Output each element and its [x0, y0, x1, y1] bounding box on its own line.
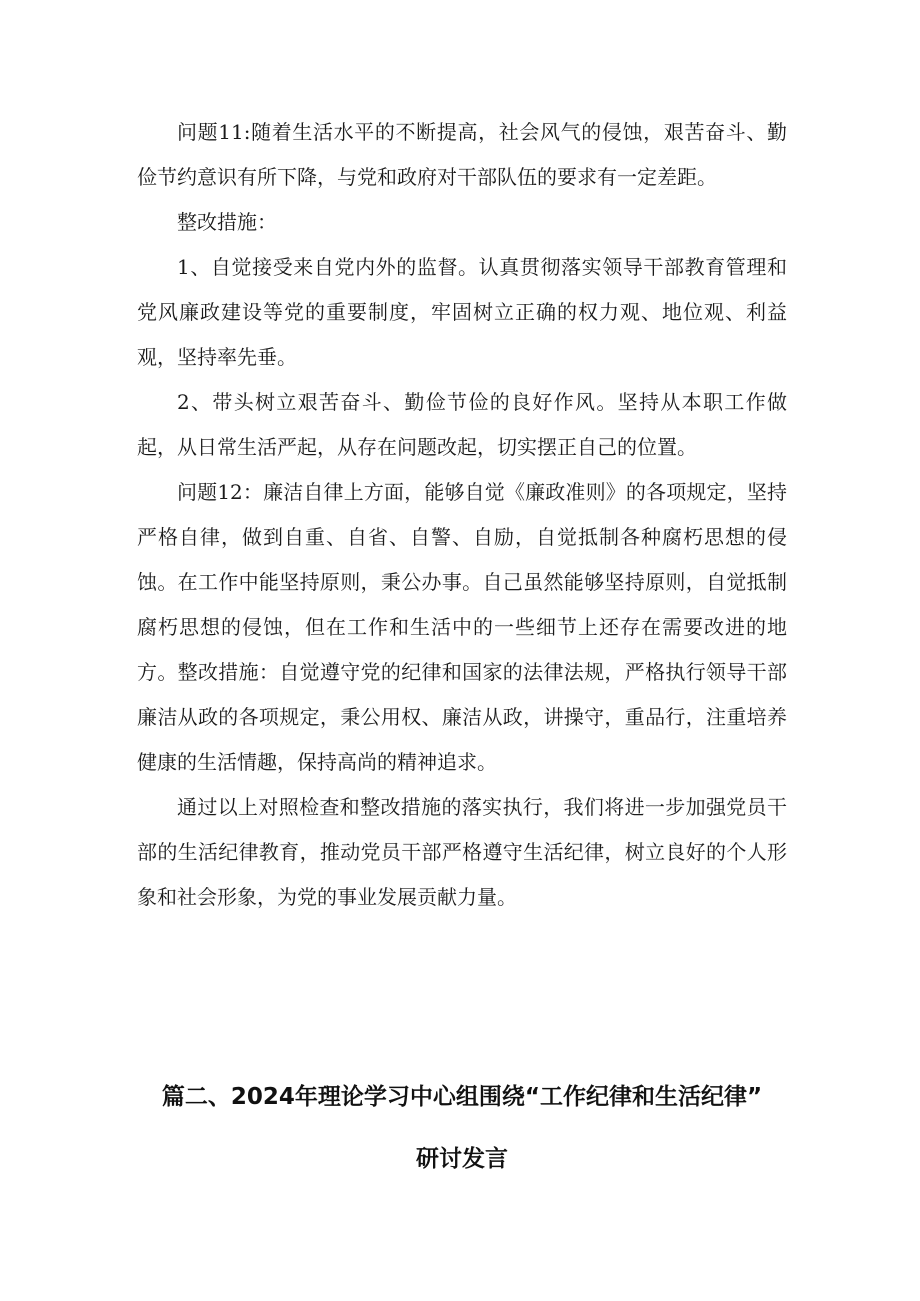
document-body	[137, 110, 787, 920]
section-title-line-2: 研讨发言	[416, 1146, 508, 1172]
paragraph-conclusion: 通过以上对照检查和整改措施的落实执行，我们将进一步加强党员干部的生活纪律教育，推动党员干部严格遵守生活纪律，树立良好的个人形象和社会形象，为党的事业发展贡献力量。	[137, 795, 787, 909]
paragraph-measure-2: 2、带头树立艰苦奋斗、勤俭节俭的良好作风。坚持从本职工作做起，从日常生活严起，从存在问题改起，切实摆正自己的位置。	[137, 390, 787, 459]
section-title-line-1: 篇二、2024年理论学习中心组围绕“工作纪律和生活纪律”	[161, 1084, 763, 1110]
paragraph-issue-12: 问题12：廉洁自律上方面，能够自觉《廉政准则》的各项规定，坚持严格自律，做到自重、自省、自警、自励，自觉抵制各种腐朽思想的侵蚀。在工作中能坚持原则，秉公办事。自己虽然能够坚持原则，自觉抵制腐朽思想的侵蚀，但在工作和生活中的一些细节上还存在需要改进的地方。整改措施：自觉遵守党的纪律和国家的法律法规，严格执行领导干部廉洁从政的各项规定，秉公用权、廉洁从政，讲操守，重品行，注重培养健康的生活情趣，保持高尚的精神追求。	[137, 480, 787, 774]
paragraph-rectification-label: 整改措施：	[177, 210, 277, 234]
paragraph-measure-1: 1、自觉接受来自党内外的监督。认真贯彻落实领导干部教育管理和党风廉政建设等党的重要制度，牢固树立正确的权力观、地位观、利益观，坚持率先垂。	[137, 255, 787, 369]
paragraph-issue-11: 问题11:随着生活水平的不断提高，社会风气的侵蚀，艰苦奋斗、勤俭节约意识有所下降，与党和政府对干部队伍的要求有一定差距。	[137, 120, 787, 189]
